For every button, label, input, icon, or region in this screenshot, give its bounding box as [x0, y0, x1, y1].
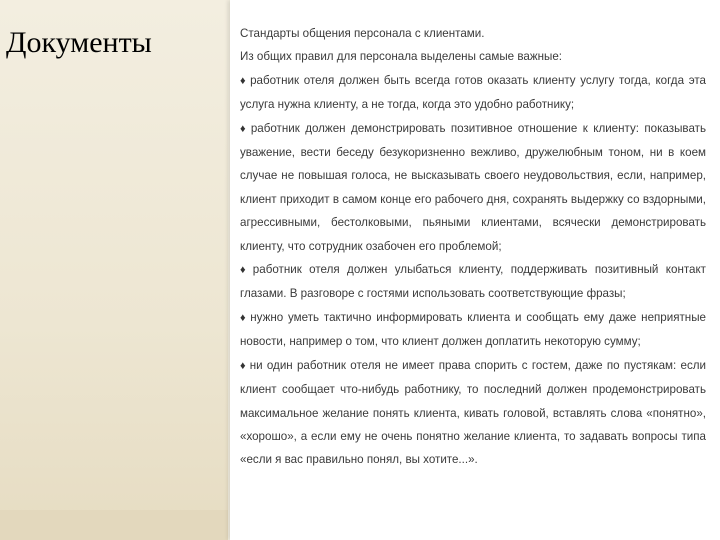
slide-title: Документы — [6, 26, 152, 59]
list-item — [240, 354, 706, 472]
list-item — [240, 258, 706, 306]
list-item-text: ни один работник отеля не имеет права спорить с гостем, даже по пустякам: если клиент сообщает что-нибудь работнику, то последний должен продемонстрировать максимальное желание понять клиента, кивать головой, вставлять слова «понятно», «хорошо», а если ему не очень понятно желание клиента, то задавать вопросы типа «если я вас правильно понял, вы хотите...». — [240, 358, 706, 467]
document-intro: Из общих правил для персонала выделены самые важные: — [240, 50, 562, 64]
left-panel — [0, 0, 228, 540]
diamond-bullet-icon: ♦ — [240, 359, 247, 372]
list-item-text: работник должен демонстрировать позитивное отношение к клиенту: показывать уважение, вести беседу безукоризненно вежливо, дружелюбным тоном, ни в коем случае не повышая голоса, не высказывать своего неудовольствия, если, например, клиент приходит в самом конце его рабочего дня, сохранять выдержку со вздорными, агрессивными, бестолковыми, пьяными клиентами, всячески демонстрировать клиенту, что сотрудник озабочен его проблемой; — [240, 121, 706, 253]
list-item — [240, 69, 706, 117]
diamond-bullet-icon: ♦ — [240, 122, 248, 135]
diamond-bullet-icon: ♦ — [240, 311, 248, 324]
list-item-text: работник отеля должен быть всегда готов оказать клиенту услугу тогда, когда эта услуга нужна клиенту, а не тогда, когда это удобно работнику; — [240, 73, 706, 112]
document-scan — [230, 0, 720, 540]
bottom-decor-strip — [0, 510, 228, 540]
document-text — [240, 22, 706, 472]
document-heading: Стандарты общения персонала с клиентами. — [240, 27, 485, 40]
list-item — [240, 117, 706, 258]
diamond-bullet-icon: ♦ — [240, 264, 250, 277]
list-item — [240, 306, 706, 354]
list-item-text: работник отеля должен улыбаться клиенту, поддерживать позитивный контакт глазами. В разговоре с гостями использовать соответствующие фразы; — [240, 263, 706, 301]
list-item-text: нужно уметь тактично информировать клиента и сообщать ему даже неприятные новости, например о том, что клиент должен доплатить некоторую сумму; — [240, 310, 706, 349]
diamond-bullet-icon: ♦ — [240, 74, 248, 87]
